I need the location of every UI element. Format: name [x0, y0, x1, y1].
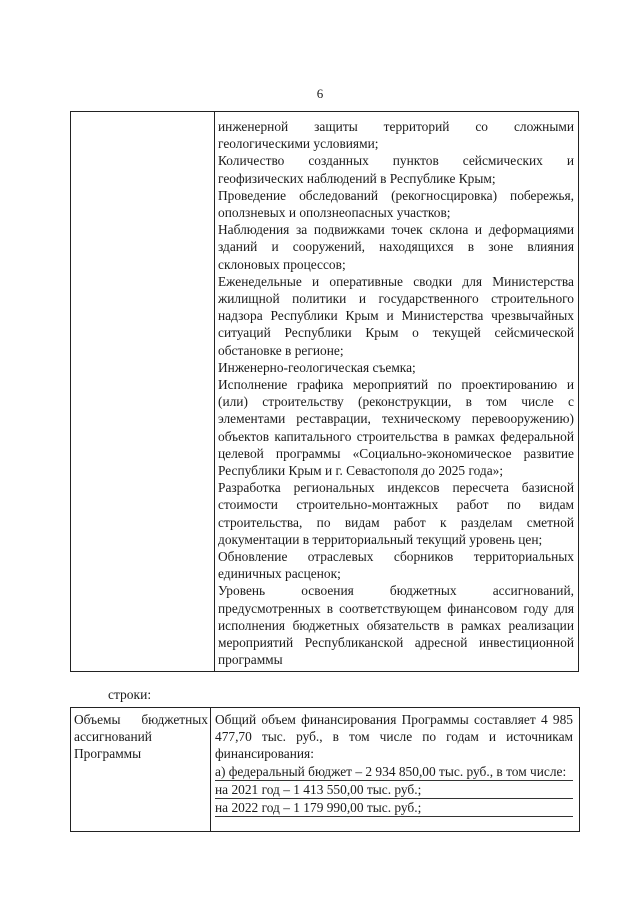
page-number: 6: [316, 86, 324, 101]
list-item: Еженедельные и оперативные сводки для Министерства жилищной политики и государственного строительного надзора Республики Крым и Министерства чрезвычайных ситуаций Республики Крым о текущей сейсмической обстановке в регионе;: [218, 273, 574, 358]
table-row: [71, 708, 580, 832]
year-2022: на 2022 год – 1 179 990,00 тыс. руб.;: [215, 799, 573, 817]
list-item: инженерной защиты территорий со сложными геологическими условиями;: [218, 119, 574, 152]
total-financing: Общий объем финансирования Программы составляет 4 985 477,70 тыс. руб., в том числе по годам и источникам финансирования:: [215, 712, 573, 762]
list-item: Проведение обследований (рекогносцировка) побережья, оползневых и оползнеопасных участков;: [218, 187, 574, 221]
indicators-table: [70, 111, 579, 672]
list-item: Обновление отраслевых сборников территориальных единичных расценок;: [218, 549, 574, 582]
list-item: Количество созданных пунктов сейсмических и геофизических наблюдений в Республике Крым;: [218, 153, 574, 186]
budget-label-cell: Объемы бюджетных ассигнований Программы: [71, 708, 211, 832]
rows-label: строки:: [108, 687, 152, 702]
list-item: Разработка региональных индексов пересчета базисной стоимости строительно-монтажных работ по видам строительства, по видам работ к разделам сметной документации в территориальный текущий уровень цен;: [218, 480, 574, 547]
budget-content-cell: [211, 708, 580, 832]
list-item: Наблюдения за подвижками точек склона и деформациями зданий и сооружений, находящихся в зоне влияния склоновых процессов;: [218, 222, 574, 272]
indicators-list: [215, 112, 579, 672]
year-2021: на 2021 год – 1 413 550,00 тыс. руб.;: [215, 781, 573, 799]
federal-budget: а) федеральный бюджет – 2 934 850,00 тыс. руб., в том числе:: [215, 763, 573, 781]
budget-table: [70, 707, 580, 832]
table-row: [71, 112, 579, 672]
list-item: Инженерно-геологическая съемка;: [218, 359, 416, 375]
list-item: Исполнение графика мероприятий по проектированию и (или) строительству (реконструкции, в том числе с элементами реставрации, техническому перевооружению) объектов капитального строительства в рамках федеральной целевой программы «Социально-экономическое развитие Республики Крым и г. Севастополя до 2025 года»;: [218, 377, 574, 479]
list-item: Уровень освоения бюджетных ассигнований, предусмотренных в соответствующем финансовом году для исполнения бюджетных обязательств в рамках реализации мероприятий Республиканской адресной инвестиционной программы: [218, 583, 574, 668]
table-cell-empty: [71, 112, 215, 672]
